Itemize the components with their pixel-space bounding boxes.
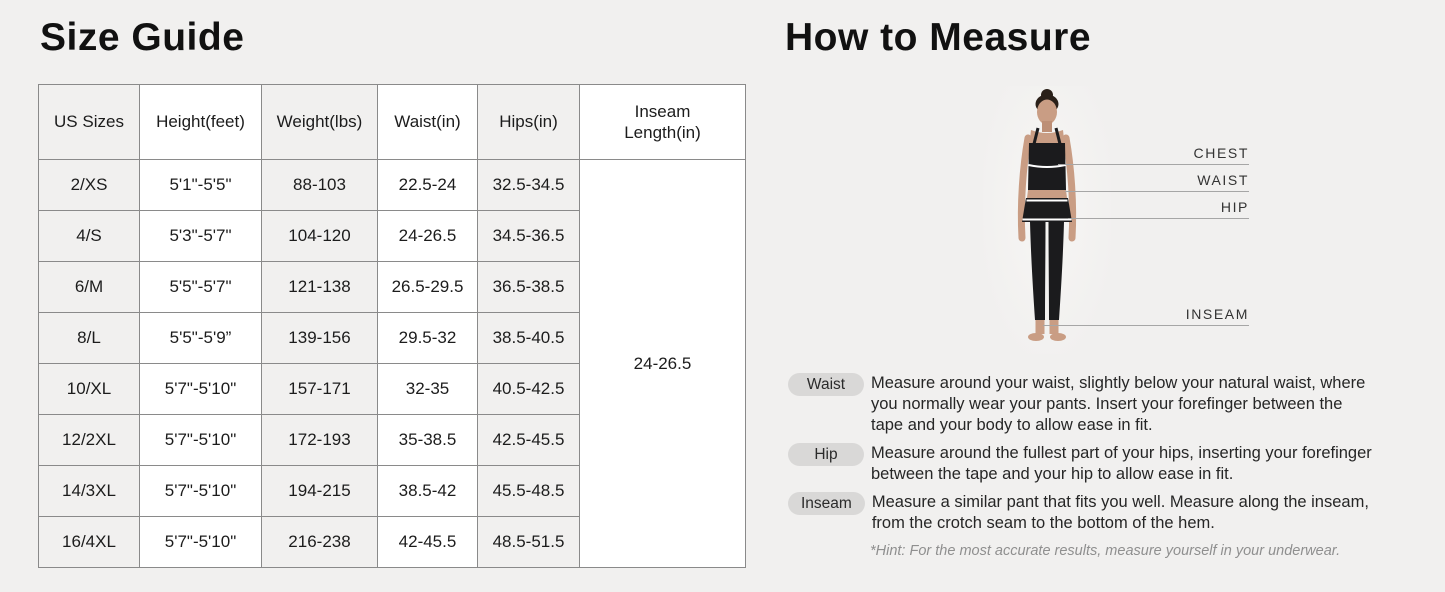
col-header-height: Height(feet): [140, 85, 262, 160]
text-line: between the tape and your hip to allow ease in fit.: [871, 465, 1234, 483]
hip-instruction-text: [871, 443, 1372, 485]
cell-size: 14/3XL: [39, 466, 140, 517]
col-header-inseam-length-label: Inseam Length(in): [624, 101, 701, 142]
text-line: Measure around the fullest part of your hips, inserting your forefinger: [871, 444, 1372, 462]
cell-weight: 88-103: [262, 160, 378, 211]
inseam-instruction-text: [872, 492, 1369, 534]
cell-size: 6/M: [39, 262, 140, 313]
cell-waist: 42-45.5: [378, 517, 478, 568]
text-line: from the crotch seam to the bottom of the hem.: [871, 514, 1215, 532]
col-header-hips: Hips(in): [478, 85, 580, 160]
cell-height: 5'1"-5'5": [140, 160, 262, 211]
size-chart-table: [38, 84, 746, 568]
cell-height: 5'7"-5'10": [140, 466, 262, 517]
cell-weight: 104-120: [262, 211, 378, 262]
cell-weight: 139-156: [262, 313, 378, 364]
waist-instruction-text: [871, 373, 1365, 436]
cell-waist: 26.5-29.5: [378, 262, 478, 313]
cell-height: 5'7"-5'10": [140, 415, 262, 466]
hip-instruction: [788, 443, 1372, 485]
cell-weight: 121-138: [262, 262, 378, 313]
cell-waist: 32-35: [378, 364, 478, 415]
cell-size: 8/L: [39, 313, 140, 364]
cell-size: 10/XL: [39, 364, 140, 415]
cell-size: 2/XS: [39, 160, 140, 211]
table-row: [39, 160, 746, 211]
cell-size: 4/S: [39, 211, 140, 262]
cell-size: 16/4XL: [39, 517, 140, 568]
col-header-inseam-length: [580, 85, 746, 160]
cell-waist: 35-38.5: [378, 415, 478, 466]
cell-inseam-merged: 24-26.5: [580, 160, 746, 568]
chest-guide-label: [1058, 145, 1249, 165]
waist-guide-label: [1065, 172, 1249, 192]
cell-weight: 194-215: [262, 466, 378, 517]
hip-label-text: HIP: [1220, 199, 1249, 215]
cell-weight: 157-171: [262, 364, 378, 415]
cell-size: 12/2XL: [39, 415, 140, 466]
text-line: Measure a similar pant that fits you well. Measure along the inseam,: [871, 493, 1369, 511]
inseam-instruction: [788, 492, 1369, 534]
cell-height: 5'5"-5'9”: [140, 313, 262, 364]
cell-hips: 36.5-38.5: [478, 262, 580, 313]
cell-height: 5'5"-5'7": [140, 262, 262, 313]
measurement-hint: *Hint: For the most accurate results, measure yourself in your underwear.: [870, 543, 1341, 559]
inseam-label-text: INSEAM: [1185, 306, 1249, 322]
cell-hips: 32.5-34.5: [478, 160, 580, 211]
cell-hips: 34.5-36.5: [478, 211, 580, 262]
text-line: you normally wear your pants. Insert your forefinger between the: [871, 395, 1343, 413]
cell-height: 5'7"-5'10": [140, 517, 262, 568]
inseam-pill-badge: Inseam: [788, 492, 865, 515]
cell-waist: 29.5-32: [378, 313, 478, 364]
how-to-measure-title: How to Measure: [785, 16, 1092, 59]
cell-height: 5'3"-5'7": [140, 211, 262, 262]
cell-weight: 216-238: [262, 517, 378, 568]
cell-hips: 40.5-42.5: [478, 364, 580, 415]
waist-pill-badge: Waist: [788, 373, 864, 396]
cell-hips: 45.5-48.5: [478, 466, 580, 517]
chest-label-text: CHEST: [1193, 145, 1249, 161]
inseam-guide-label: [1043, 306, 1249, 326]
text-line: tape and your body to allow ease in fit.: [871, 416, 1153, 434]
waist-label-text: WAIST: [1197, 172, 1249, 188]
cell-height: 5'7"-5'10": [140, 364, 262, 415]
table-header-row: [39, 85, 746, 160]
cell-weight: 172-193: [262, 415, 378, 466]
cell-waist: 38.5-42: [378, 466, 478, 517]
text-line: Measure around your waist, slightly below your natural waist, where: [871, 374, 1366, 392]
col-header-us-sizes: US Sizes: [39, 85, 140, 160]
col-header-waist: Waist(in): [378, 85, 478, 160]
cell-hips: 42.5-45.5: [478, 415, 580, 466]
hip-pill-badge: Hip: [788, 443, 864, 466]
cell-waist: 24-26.5: [378, 211, 478, 262]
cell-waist: 22.5-24: [378, 160, 478, 211]
waist-instruction: [788, 373, 1365, 436]
cell-hips: 48.5-51.5: [478, 517, 580, 568]
cell-hips: 38.5-40.5: [478, 313, 580, 364]
size-guide-title: Size Guide: [40, 16, 245, 59]
col-header-weight: Weight(lbs): [262, 85, 378, 160]
hip-guide-label: [1068, 199, 1249, 219]
